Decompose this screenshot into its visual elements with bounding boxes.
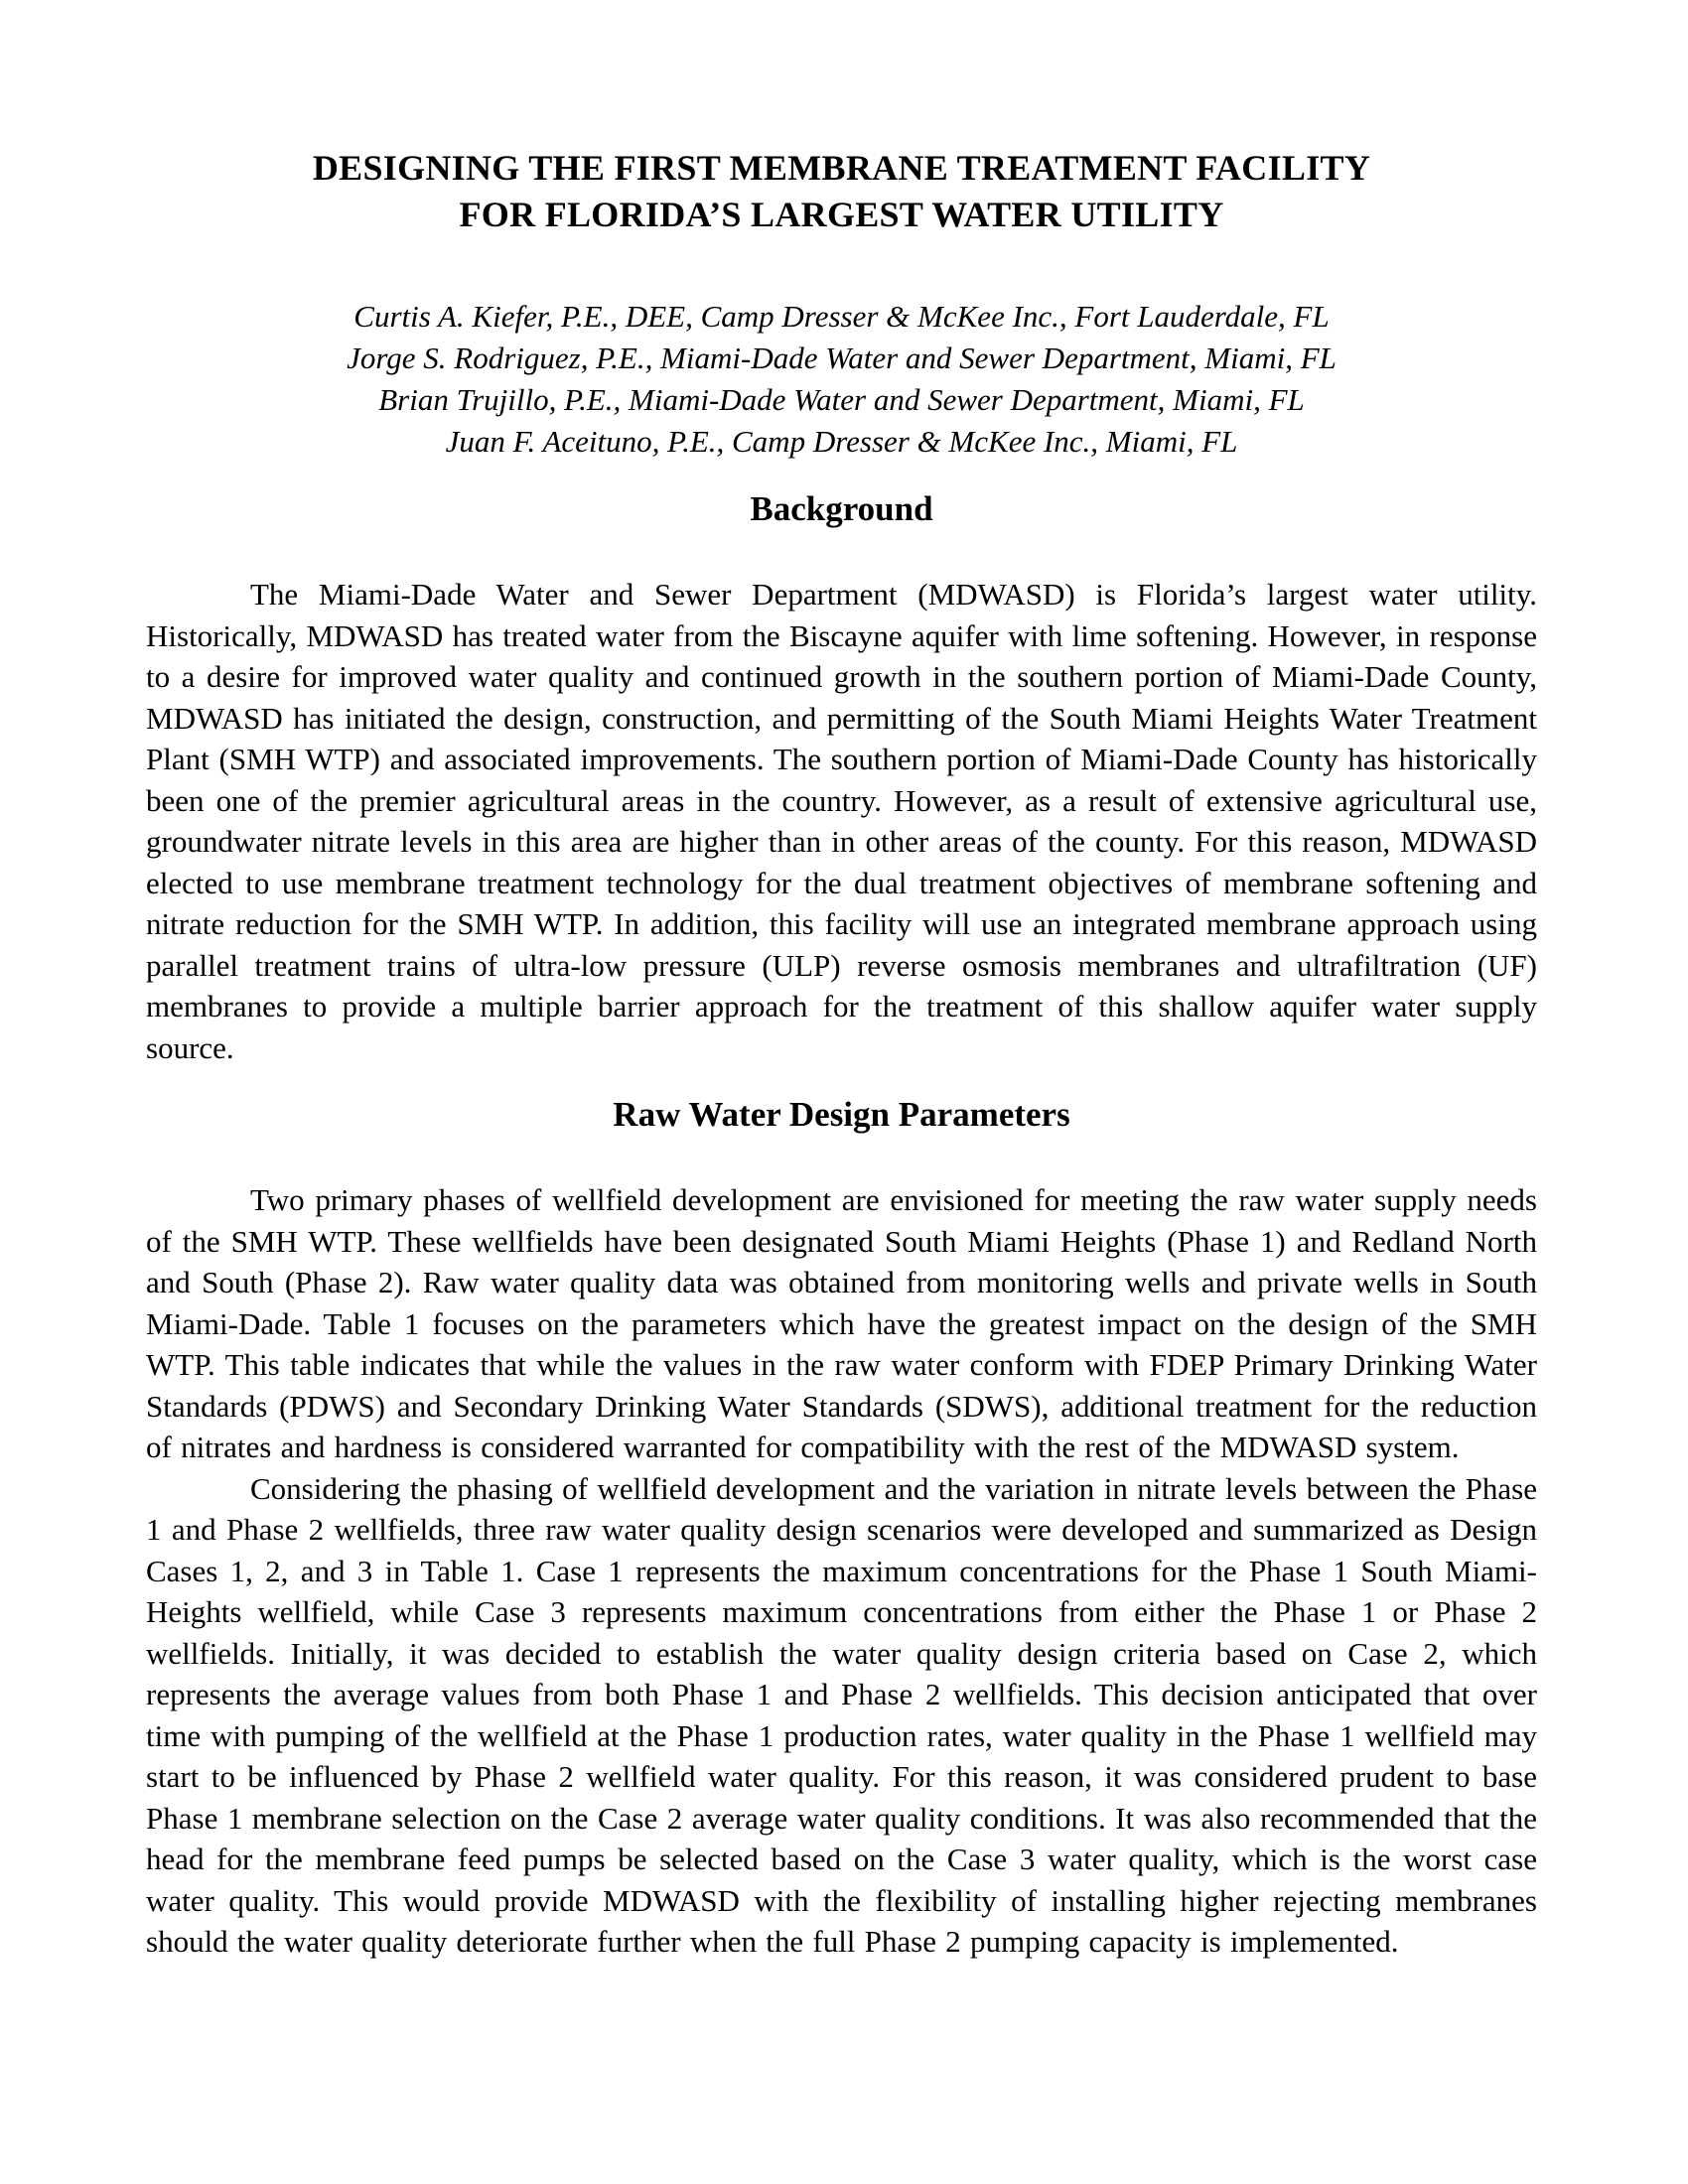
raw-water-paragraph-2: Considering the phasing of wellfield development and the variation in nitrate levels between the Phase 1 and Phase 2 wellfields, three raw water quality design scenarios were developed and summarized as Design Cases 1, 2, and 3 in Table 1. Case 1 represents the maximum concentrations for the Phase 1 South Miami-Heights wellfield, while Case 3 represents maximum concentrations from either the Phase 1 or Phase 2 wellfields. Initially, it was decided to establish the water quality design criteria based on Case 2, which represents the average values from both Phase 1 and Phase 2 wellfields. This decision anticipated that over time with pumping of the wellfield at the Phase 1 production rates, water quality in the Phase 1 wellfield may start to be influenced by Phase 2 wellfield water quality. For this reason, it was considered prudent to base Phase 1 membrane selection on the Case 2 average water quality conditions. It was also recommended that the head for the membrane feed pumps be selected based on the Case 3 water quality, which is the worst case water quality. This would provide MDWASD with the flexibility of installing higher rejecting membranes should the water quality deteriorate further when the full Phase 2 pumping capacity is implemented. [146, 1470, 1537, 1959]
raw-water-paragraph-1: Two primary phases of wellfield development are envisioned for meeting the raw water supply needs of the SMH WTP. These wellfields have been designated South Miami Heights (Phase 1) and Redland North and South (Phase 2). Raw water quality data was obtained from monitoring wells and private wells in South Miami-Dade. Table 1 focuses on the parameters which have the greatest impact on the design of the SMH WTP. This table indicates that while the values in the raw water conform with FDEP Primary Drinking Water Standards (PDWS) and Secondary Drinking Water Standards (SDWS), additional treatment for the reduction of nitrates and hardness is considered warranted for compatibility with the rest of the MDWASD system. [146, 1182, 1537, 1464]
background-paragraph: The Miami-Dade Water and Sewer Department (MDWASD) is Florida’s largest water utility. Historically, MDWASD has treated water from the Biscayne aquifer with lime softening. However, in response to a desire for improved water quality and continued growth in the southern portion of Miami-Dade County, MDWASD has initiated the design, construction, and permitting of the South Miami Heights Water Treatment Plant (SMH WTP) and associated improvements. The southern portion of Miami-Dade County has historically been one of the premier agricultural areas in the country. However, as a result of extensive agricultural use, groundwater nitrate levels in this area are higher than in other areas of the county. For this reason, MDWASD elected to use membrane treatment technology for the dual treatment objectives of membrane softening and nitrate reduction for the SMH WTP. In addition, this facility will use an integrated membrane approach using parallel treatment trains of ultra-low pressure (ULP) reverse osmosis membranes and ultrafiltration (UF) membranes to provide a multiple barrier approach for the treatment of this shallow aquifer water supply source. [146, 577, 1537, 1065]
section-heading-background: Background [750, 489, 933, 528]
author-line-4: Juan F. Aceituno, P.E., Camp Dresser & McKee Inc., Miami, FL [445, 424, 1238, 459]
author-list [146, 296, 1537, 463]
paper-title [146, 145, 1537, 238]
author-line-1: Curtis A. Kiefer, P.E., DEE, Camp Dresser & McKee Inc., Fort Lauderdale, FL [353, 299, 1330, 334]
paper-title-line-2: FOR FLORIDA’S LARGEST WATER UTILITY [459, 195, 1224, 234]
section-heading-raw-water-design-parameters: Raw Water Design Parameters [613, 1095, 1070, 1134]
author-line-2: Jorge S. Rodriguez, P.E., Miami-Dade Water and Sewer Department, Miami, FL [347, 341, 1336, 375]
paper-title-line-1: DESIGNING THE FIRST MEMBRANE TREATMENT FACILITY [312, 148, 1371, 188]
author-line-3: Brian Trujillo, P.E., Miami-Dade Water and Sewer Department, Miami, FL [378, 382, 1305, 417]
